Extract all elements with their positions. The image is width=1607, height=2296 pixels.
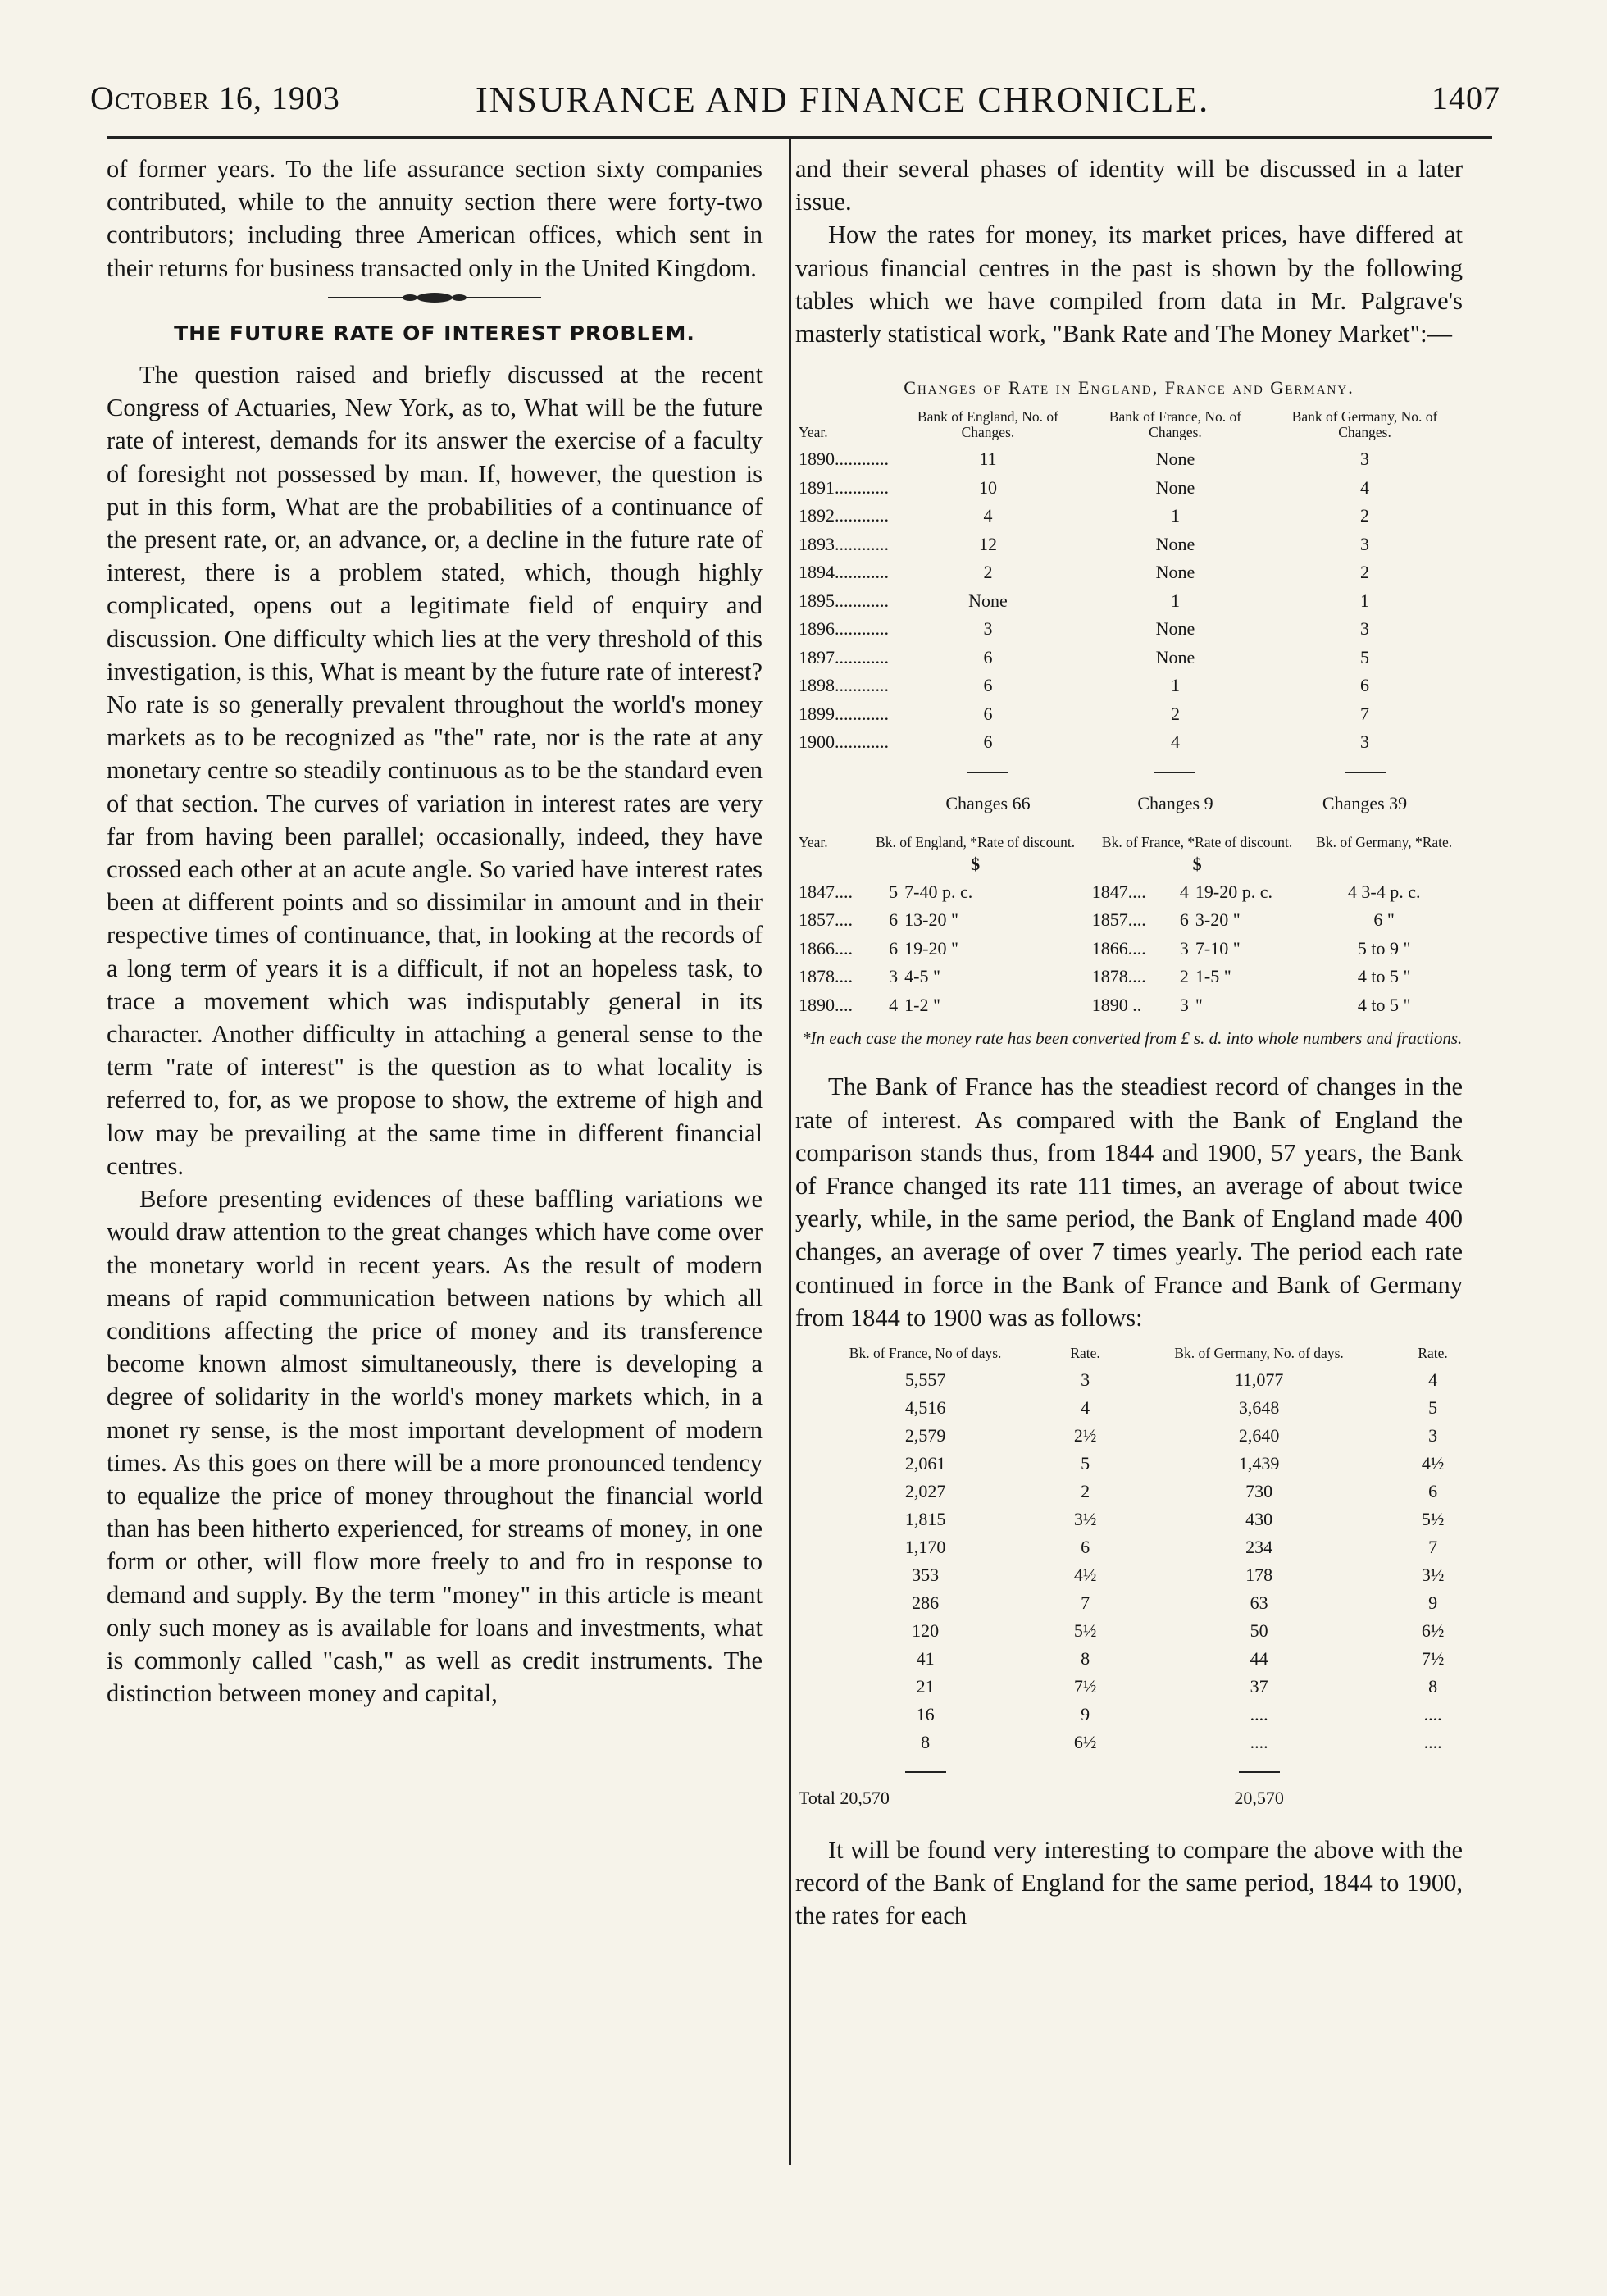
table-cell: 63 [1250,1592,1268,1614]
table-row [795,1756,1463,1784]
table-row [795,1617,1463,1645]
table-cell: 1899............ [799,703,889,724]
column-header: Bank of France, No. of Changes. [1109,408,1242,441]
table-cell: 6 [983,675,993,696]
table-cell: 6 [983,703,993,724]
table-cell: .... [1250,1732,1268,1753]
table-cell: 5 to 9 " [1357,937,1411,959]
table-cell: 5 [1428,1397,1438,1419]
table-cell: 4 [983,505,993,526]
section-title: THE FUTURE RATE OF INTEREST PROBLEM. [174,321,695,345]
column-header: Bk. of Germany, No. of days. [1174,1345,1344,1362]
table-cell: 3 [1360,449,1370,470]
table-cell: 1897............ [799,646,889,667]
table-cell: 5 [1360,646,1370,667]
table-cell: 12 [978,533,997,554]
table-cell: 1847.... [799,881,853,902]
rate-changes-table [795,409,1463,818]
table-cell: 2,640 [1238,1425,1280,1446]
table-cell: 6½ [1421,1620,1445,1642]
table-cell: .... [1250,1704,1268,1725]
table-cell: 3 [1428,1425,1438,1446]
paragraph: It will be found very interesting to compare the above with the record of the Bank of England for the same period, 1844 to 1900, the rates for each [795,1836,1463,1930]
column-header: Bk. of England, *Rate of discount. [876,833,1076,850]
table-cell: .... [1423,1732,1442,1753]
total-rule [1239,1771,1280,1773]
table-cell: 1-5 " [1195,966,1231,987]
table-cell: 11 [979,449,997,470]
table-cell: 3 [1081,1369,1090,1391]
table-cell: 1857.... [1091,909,1146,931]
table-cell: 9 [1081,1704,1090,1725]
table-cell: 3 [1360,533,1370,554]
table-cell: 1,439 [1238,1453,1280,1474]
table-cell: 6 [983,731,993,753]
paragraph: and their several phases of identity will be discussed in a later issue. [795,155,1463,216]
total-cell: Changes 39 [1322,793,1408,814]
currency-symbol: $ [971,853,981,874]
total-rule [1154,772,1195,773]
table-cell: 41 [916,1648,935,1670]
table-cell: 50 [1250,1620,1268,1642]
total-rule [1345,772,1386,773]
table-cell: 3½ [1073,1509,1097,1530]
table-row [795,1366,1463,1394]
table-row [795,1701,1463,1729]
table-cell: 4,516 [904,1397,946,1419]
table-cell: 5½ [1073,1620,1097,1642]
table-cell: 3-20 " [1195,909,1241,931]
table-cell: 6 [1428,1481,1438,1502]
table-cell: 4 [1081,1397,1090,1419]
table-cell: 7-10 " [1195,937,1241,959]
table-footnote: *In each case the money rate has been converted from £ s. d. into whole numbers and fractions. [802,1028,1463,1049]
table-cell: None [1155,646,1195,667]
table-cell: 44 [1250,1648,1268,1670]
column-header: Bank of England, No. of Changes. [917,408,1058,441]
table-cell: 3,648 [1238,1397,1280,1419]
table-cell: 3 [1179,937,1189,959]
ornament-divider-icon [328,289,541,306]
table-row [795,878,1463,907]
column-divider [789,139,791,2165]
table-cell: .... [1423,1704,1442,1725]
table-cell: 8 [1428,1676,1438,1697]
table-cell: 1890.... [799,994,853,1015]
table-cell: 1857.... [799,909,853,931]
total-cell: Changes 9 [1137,793,1213,814]
paragraph: The Bank of France has the steadiest record of changes in the rate of interest. As compared with the Bank of England the comparison stands thus, from 1844 and 1900, 57 years, the Bank of France changed its rate 111 times, an average of about twice yearly, while, in the same period, the Bank of England made 400 changes, an average of over 7 times yearly. The period each rate continued in force in the Bank of France and Bank of Germany from 1844 to 1900 was as follows: [795,1073,1463,1332]
table-cell: 1 [1170,675,1180,696]
table-cell: 2 [983,562,993,583]
table-row [795,1506,1463,1533]
table-cell: 16 [916,1704,935,1725]
table-cell: 10 [978,476,997,498]
table-cell: 19-20 p. c. [1195,881,1272,902]
table-cell: 1878.... [799,966,853,987]
column-header: Rate. [1418,1345,1448,1362]
table-row [795,991,1463,1020]
table-cell: 37 [1250,1676,1268,1697]
table-cell: 4 3-4 p. c. [1347,881,1421,902]
table-cell: 2 [1360,505,1370,526]
table-cell: 9 [1428,1592,1438,1614]
table-cell: 3 [1360,731,1370,753]
table-cell: 4-5 " [904,966,940,987]
table-cell: 234 [1245,1537,1273,1558]
total-rule [905,1771,946,1773]
currency-symbol: $ [1192,853,1202,874]
table-cell: 7½ [1073,1676,1097,1697]
table-row [795,963,1463,991]
table-cell: 6½ [1073,1732,1097,1753]
table-cell: None [1155,449,1195,470]
table-cell: 2,061 [904,1453,946,1474]
table-cell: 7 [1428,1537,1438,1558]
table-row [795,615,1463,644]
table-row [795,558,1463,587]
table-row [795,728,1463,757]
table-cell: 6 [889,909,899,931]
table-cell: 2 [1360,562,1370,583]
table-cell: None [1155,476,1195,498]
table-cell: 1890 .. [1091,994,1142,1015]
column-header: Bk. of France, No of days. [849,1345,1002,1362]
table-cell: 730 [1245,1481,1273,1502]
page-number: 1407 [1432,80,1500,116]
table-cell: 3 [889,966,899,987]
column-header: Rate. [1070,1345,1100,1362]
table-row [795,1673,1463,1701]
table-row [795,1645,1463,1673]
column-header: Bank of Germany, No. of Changes. [1291,408,1438,441]
table-cell: 2 [1179,966,1189,987]
table-cell: 4 [1179,881,1189,902]
page-header [90,79,1500,128]
table-cell: 1 [1170,590,1180,611]
table-row [795,531,1463,559]
paragraph: How the rates for money, its market prices, have differed at various financial centres in the past is shown by the following tables which we have compiled from data in Mr. Palgrave's masterly statistical work, "Bank Rate and The Money Market":— [795,221,1463,348]
table-cell: 1866.... [1091,937,1146,959]
table-cell: 8 [921,1732,931,1753]
paragraph: Before presenting evidences of these baffling variations we would draw attention to the great changes which have come over the monetary world in recent years. As the result of modern means of rapid communication between nations by which all conditions affecting the price of money and its transference become known almost simultaneously, there is developing a degree of solidarity in the world's money markets which, in a monet ry sense, is the most important development of modern times. As this goes on there will be a more pronounced tendency to equalize the price of money throughout the financial world than has been hitherto experienced, for streams of money, in one form or other, will flow more freely to and fro in response to demand and supply. By the term "money" in this article is meant only such money as is available for loans and investments, what is commonly called "cash," as well as credit instruments. The distinction between money and capital, [107,1185,763,1708]
table-row [795,1450,1463,1478]
table-cell: 1 [1360,590,1370,611]
intro-paragraph: of former years. To the life assurance section sixty companies contributed, while to the annuity section there were forty-two contributors; including three American offices, which sent in their returns for business transacted only in the United Kingdom. [107,155,763,282]
table-cell: 4½ [1421,1453,1445,1474]
table-cell: 4 [1360,476,1370,498]
table-cell: None [1155,533,1195,554]
table-cell: 1891............ [799,476,889,498]
table-cell: 4 to 5 " [1357,994,1411,1015]
table-cell: 3½ [1421,1565,1445,1586]
column-header: Bk. of France, *Rate of discount. [1101,833,1293,850]
table-row [795,1422,1463,1450]
table-cell: 1-2 " [904,994,940,1015]
table-cell: 430 [1245,1509,1273,1530]
table-cell: 5,557 [904,1369,946,1391]
table-cell: 6 [1360,675,1370,696]
table-cell: 21 [916,1676,935,1697]
table-cell: 6 " [1373,909,1395,931]
table-cell: 1896............ [799,618,889,640]
table-cell: 7 [1081,1592,1090,1614]
table-cell: 8 [1081,1648,1090,1670]
table-cell: 4 [889,994,899,1015]
table-row [795,474,1463,503]
table-cell: 120 [912,1620,940,1642]
table-row [795,1561,1463,1589]
header-date: October 16, 1903 [90,80,340,116]
table-cell: 6 [1081,1537,1090,1558]
table-cell: 4 [1428,1369,1438,1391]
table-cell: 2 [1170,703,1180,724]
total-cell: Total 20,570 [799,1788,890,1809]
table-cell: 4 to 5 " [1357,966,1411,987]
table-cell: 5 [889,881,899,902]
table-row [795,587,1463,616]
table-cell: 1895............ [799,590,889,611]
table-cell: 286 [912,1592,940,1614]
table-cell: None [1155,562,1195,583]
table-cell: 7 [1360,703,1370,724]
table-cell: 5 [1081,1453,1090,1474]
header-rule [107,136,1492,139]
table-cell: 1894............ [799,562,889,583]
column-header: Year. [799,833,828,850]
table-cell: 1866.... [799,937,853,959]
table-row [795,1533,1463,1561]
table-cell: 353 [912,1565,940,1586]
right-column [795,153,1463,1933]
column-header: Year. [799,424,828,441]
table-cell: 2,579 [904,1425,946,1446]
table-cell: 4½ [1073,1565,1097,1586]
total-cell: 20,570 [1234,1788,1284,1809]
table-cell: 1847.... [1091,881,1146,902]
table-cell: 1900............ [799,731,889,753]
table-cell: " [1195,994,1203,1015]
totals-row [795,785,1463,818]
table-row [795,906,1463,935]
table-row [795,502,1463,531]
table-cell: 19-20 " [904,937,958,959]
table-row [795,757,1463,786]
table-cell: 7½ [1421,1648,1445,1670]
total-cell: Changes 66 [945,793,1031,814]
table-cell: 1,170 [904,1537,946,1558]
table-cell: 1892............ [799,505,889,526]
paragraph: The question raised and briefly discussed at the recent Congress of Actuaries, New York, as to, What will be the future rate of interest, demands for its answer the exercise of a faculty of foresight not possessed by man. If, however, the question is put in this form, What are the probabilities of a continuance of the present rate, or, an advance, or, a decline in the future rate of interest, there is a problem stated, which, though highly complicated, opens out a legitimate field of enquiry and discussion. One difficulty which lies at the very threshold of this investigation, is this, What is meant by the future rate of interest? No rate is so generally prevalent throughout the world's money markets as to be recognized as "the" rate, nor is the rate at any monetary centre so steadily continuous as to be the standard even of that section. The curves of variation in interest rates are very far from having been parallel; occasionally, indeed, they have crossed each other at an acute angle. So varied have interest rates been at different points and so dissimilar in amount and in their respective times of continuance, that, in looking at the records of a long term of years it is a difficult, if not an hopeless task, to trace a movement which was indisputably general in its character. Another difficulty in attaching a general sense to the term "rate of interest" is the question as to what locality is referred to, for, as we propose to show, the extreme of high and low may be prevailing at the same time in different financial centres. [107,361,763,1180]
table-cell: None [968,590,1008,611]
table-cell: 178 [1245,1565,1273,1586]
table-cell: 7-40 p. c. [904,881,973,902]
table-cell: 1893............ [799,533,889,554]
rate-duration-table [795,1346,1463,1812]
table-row [795,644,1463,672]
table-cell: None [1155,618,1195,640]
table-row [795,700,1463,729]
table-cell: 6 [983,646,993,667]
table-cell: 6 [1179,909,1189,931]
table-row [795,1589,1463,1617]
table-title: Changes of Rate in England, France and Germany. [904,377,1354,399]
table-row [795,1729,1463,1756]
table-cell: 5½ [1421,1509,1445,1530]
table-row [795,935,1463,963]
total-rule [967,772,1008,773]
table-cell: 3 [1179,994,1189,1015]
table-cell: 1,815 [904,1509,946,1530]
table-cell: 1 [1170,505,1180,526]
table-cell: 6 [889,937,899,959]
table-cell: 4 [1170,731,1180,753]
table-cell: 2½ [1073,1425,1097,1446]
table-cell: 1898............ [799,675,889,696]
table-cell: 1890............ [799,449,889,470]
column-header: Bk. of Germany, *Rate. [1316,833,1453,850]
table-row [795,1394,1463,1422]
table-cell: 1878.... [1091,966,1146,987]
table-cell: 2,027 [904,1481,946,1502]
table-cell: 13-20 " [904,909,958,931]
discount-rate-table [795,835,1463,1020]
table-row [795,1478,1463,1506]
left-column [107,153,763,1710]
table-row [795,445,1463,474]
header-title: INSURANCE AND FINANCE CHRONICLE. [476,80,1210,120]
table-cell: 11,077 [1234,1369,1284,1391]
totals-row [795,1784,1463,1812]
table-cell: 3 [1360,618,1370,640]
table-cell: 3 [983,618,993,640]
table-cell: 2 [1081,1481,1090,1502]
table-row [795,672,1463,700]
